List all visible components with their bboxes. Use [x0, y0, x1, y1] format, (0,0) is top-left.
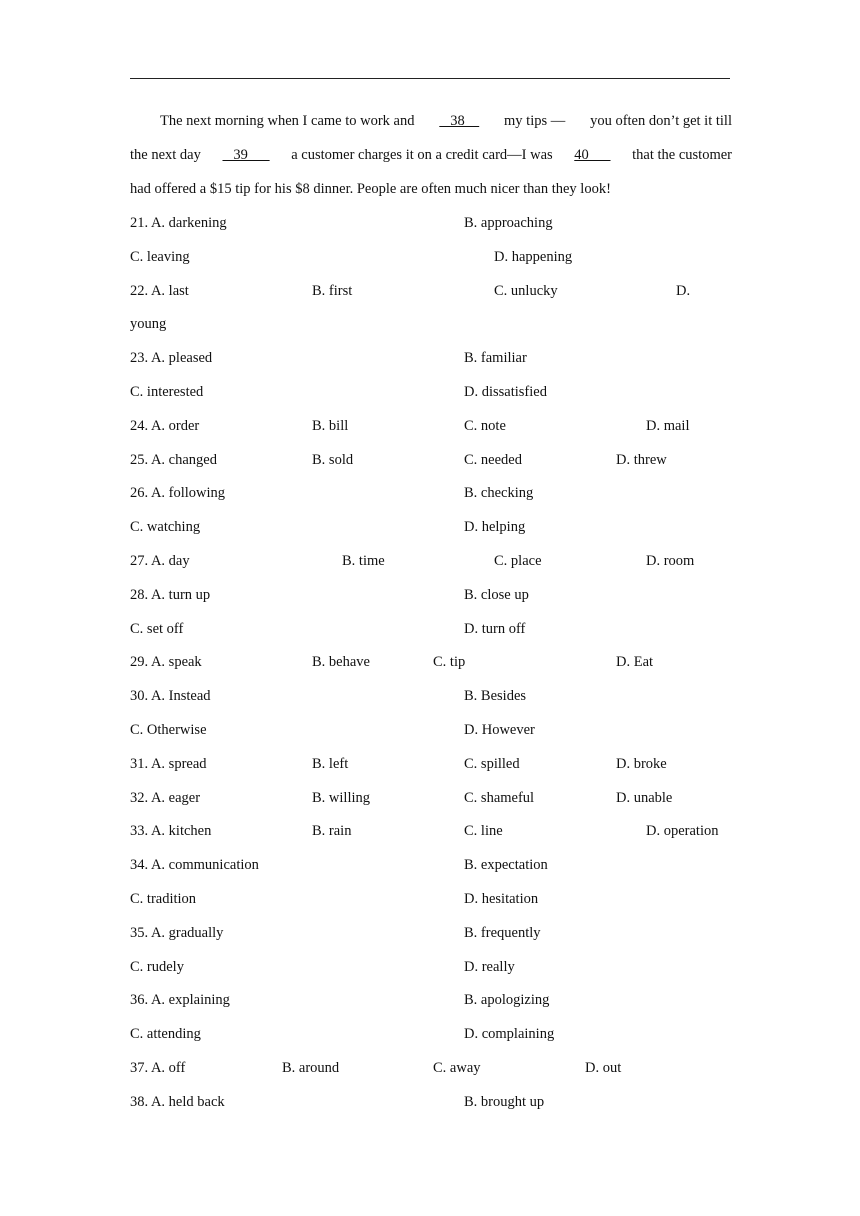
answer-option: B. apologizing [464, 992, 550, 1009]
answer-option: B. expectation [464, 857, 548, 874]
answer-option: D. out [585, 1060, 622, 1076]
answer-option: C. needed [464, 451, 522, 468]
answer-option: C. interested [130, 384, 204, 400]
answer-option: C. Otherwise [130, 722, 207, 738]
answer-option: 33. A. kitchen [130, 823, 212, 840]
answer-option: 21. A. darkening [130, 215, 227, 231]
answer-option: 29. A. speak [130, 654, 202, 671]
passage-text: you often don’t get it till [590, 113, 732, 129]
blank-39: 39 [222, 147, 270, 163]
answer-option: 37. A. off [130, 1060, 186, 1076]
passage-text: The next morning when I came to work and [160, 113, 415, 129]
answer-option: D. really [464, 958, 515, 975]
answer-option: B. around [282, 1060, 340, 1076]
passage-line-1 [160, 104, 732, 138]
answer-option: 25. A. changed [130, 451, 217, 468]
answer-option: C. place [494, 553, 542, 569]
answer-option: B. willing [312, 789, 371, 806]
answer-option: C. tip [433, 654, 466, 671]
answer-option: 24. A. order [130, 417, 200, 434]
answer-option: D. room [646, 553, 695, 569]
blank-40: 40 [574, 147, 611, 163]
answer-option: D. Eat [616, 654, 654, 671]
answer-option: B. checking [464, 485, 534, 502]
answer-option: 32. A. eager [130, 789, 201, 806]
passage-text: the next day [130, 147, 201, 163]
answer-option: B. rain [312, 823, 352, 840]
answer-option: C. shameful [464, 789, 535, 806]
answer-option: B. brought up [464, 1093, 545, 1110]
answer-option: B. time [342, 553, 385, 569]
answer-option: C. attending [130, 1026, 201, 1043]
answer-option: C. away [433, 1060, 481, 1076]
answer-option: D. However [464, 722, 535, 738]
answer-option: D. operation [646, 823, 719, 840]
answer-option: D. mail [646, 417, 690, 434]
answer-option: B. Besides [464, 688, 527, 705]
answer-option: C. spilled [464, 755, 520, 772]
answer-option: C. rudely [130, 958, 184, 975]
answer-option: D. threw [616, 451, 667, 468]
passage-text: that the customer [632, 147, 732, 163]
passage-line-2 [130, 138, 732, 172]
answer-option: C. line [464, 823, 503, 840]
answer-option: C. note [464, 417, 506, 434]
answer-option: B. frequently [464, 924, 541, 941]
passage-line-3: had offered a $15 tip for his $8 dinner. People are often much nicer than they look! [130, 181, 611, 197]
blank-38: 38 [439, 113, 480, 129]
answer-option: B. sold [312, 451, 354, 468]
answer-option: B. close up [464, 586, 529, 603]
answer-option: D. [676, 282, 691, 299]
passage-text: my tips — [504, 113, 566, 129]
answer-option: D. hesitation [464, 891, 539, 907]
answer-option: 36. A. explaining [130, 992, 230, 1009]
answer-option: 34. A. communication [130, 857, 259, 874]
answer-option: B. bill [312, 417, 349, 434]
answer-option: D. turn off [464, 620, 526, 637]
answer-option: B. first [312, 282, 353, 299]
answer-option: 23. A. pleased [130, 350, 213, 367]
answer-option: D. helping [464, 519, 526, 536]
answer-option: young [130, 316, 167, 333]
answer-option: D. unable [616, 789, 673, 806]
answer-option: 26. A. following [130, 485, 226, 502]
header-rule [130, 78, 730, 79]
answer-option: C. unlucky [494, 282, 558, 299]
answer-option: 38. A. held back [130, 1093, 225, 1110]
answer-option: 30. A. Instead [130, 688, 211, 705]
answer-option: 35. A. gradually [130, 924, 224, 941]
answer-option: B. behave [312, 654, 370, 671]
answer-option: C. tradition [130, 891, 197, 907]
answer-option: B. familiar [464, 350, 527, 367]
answer-option: B. left [312, 755, 349, 772]
answer-option: 22. A. last [130, 282, 189, 299]
answer-option: D. complaining [464, 1026, 555, 1043]
answer-option: 28. A. turn up [130, 586, 211, 603]
answer-option: C. leaving [130, 248, 190, 265]
answer-option: 27. A. day [130, 553, 190, 569]
answer-option: D. broke [616, 755, 667, 772]
answer-option: D. happening [494, 248, 573, 265]
answer-option: D. dissatisfied [464, 384, 547, 400]
answer-option: C. watching [130, 519, 201, 536]
answer-option: 31. A. spread [130, 755, 207, 772]
answer-option: B. approaching [464, 215, 553, 231]
answer-option: C. set off [130, 620, 184, 637]
passage-text: a customer charges it on a credit card—I was [291, 147, 553, 163]
